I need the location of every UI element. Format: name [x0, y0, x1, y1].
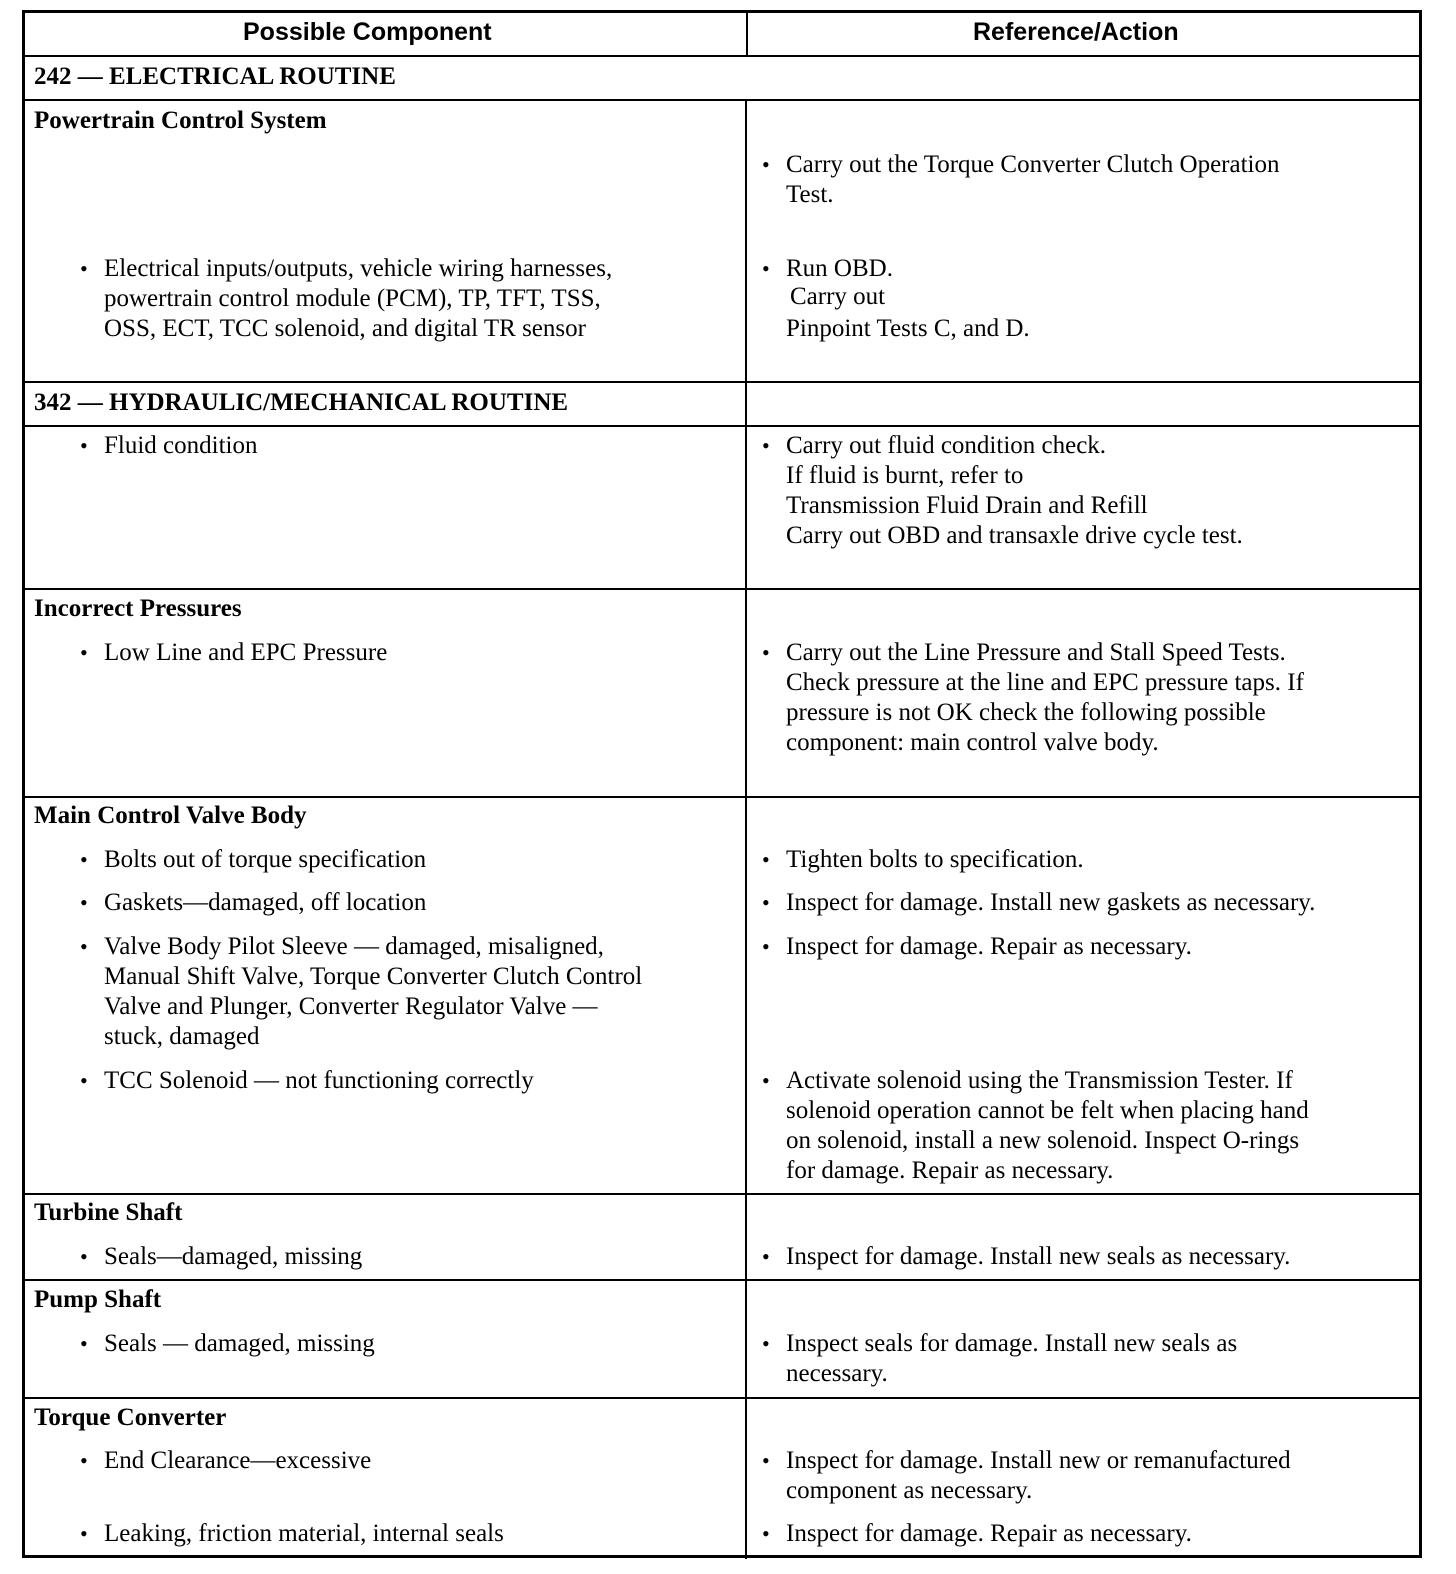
pcs-component-line-2: powertrain control module (PCM), TP, TFT, TSS, [104, 285, 601, 312]
bullet: • [80, 1331, 88, 1356]
pcs-tcc-action-line-1: Carry out the Torque Converter Clutch Operation [786, 151, 1280, 178]
pcs-component-line-3: OSS, ECT, TCC solenoid, and digital TR sensor [104, 315, 586, 342]
fluid-action-line-2: If fluid is burnt, refer to [786, 462, 1024, 489]
bullet: • [80, 934, 88, 959]
bullet: • [762, 847, 770, 872]
row-divider [25, 796, 1419, 798]
row-divider [25, 588, 1419, 590]
pcs-action-line-2: Carry out [790, 283, 886, 310]
bullet: • [762, 256, 770, 281]
pcs-title: Powertrain Control System [34, 107, 327, 134]
diagnosis-table [22, 10, 1422, 1558]
pressures-action-line-2: Check pressure at the line and EPC pressure taps. If [786, 669, 1304, 696]
fluid-component: Fluid condition [104, 432, 258, 459]
bullet: • [762, 1068, 770, 1093]
mcvb-tcc-action-line-4: for damage. Repair as necessary. [786, 1157, 1114, 1184]
pressures-action-line-4: component: main control valve body. [786, 729, 1159, 756]
pump-action-line-2: necessary. [786, 1360, 888, 1387]
pcs-tcc-action-line-2: Test. [786, 181, 834, 208]
column-divider [746, 13, 748, 57]
bullet: • [80, 890, 88, 915]
mcvb-sleeve-line-1: Valve Body Pilot Sleeve — damaged, misaligned, [104, 933, 604, 960]
row-divider [25, 1397, 1419, 1399]
header-divider [25, 55, 1419, 57]
pcs-action-line-3: Pinpoint Tests C, and D. [786, 315, 1030, 342]
converter-title: Torque Converter [34, 1404, 227, 1431]
bullet: • [80, 640, 88, 665]
bullet: • [80, 1521, 88, 1546]
pcs-action-line-1: Run OBD. [786, 255, 893, 282]
converter-clearance: End Clearance—excessive [104, 1447, 372, 1474]
mcvb-tcc-action-line-2: solenoid operation cannot be felt when placing hand [786, 1097, 1309, 1124]
pcs-component-line-1: Electrical inputs/outputs, vehicle wiring harnesses, [104, 255, 613, 282]
bullet: • [762, 640, 770, 665]
pressures-component: Low Line and EPC Pressure [104, 639, 388, 666]
bullet: • [762, 1448, 770, 1473]
mcvb-gaskets: Gaskets—damaged, off location [104, 889, 427, 916]
pressures-action-line-1: Carry out the Line Pressure and Stall Speed Tests. [786, 639, 1286, 666]
mcvb-sleeve-action: Inspect for damage. Repair as necessary. [786, 933, 1192, 960]
fluid-action-line-3: Transmission Fluid Drain and Refill [786, 492, 1148, 519]
bullet: • [762, 1521, 770, 1546]
bullet: • [762, 152, 770, 177]
fluid-action-line-1: Carry out fluid condition check. [786, 432, 1107, 459]
row-divider [25, 1193, 1419, 1195]
bullet: • [762, 1244, 770, 1269]
bullet: • [80, 1068, 88, 1093]
bullet: • [762, 934, 770, 959]
fluid-action-line-4: Carry out OBD and transaxle drive cycle test. [786, 522, 1243, 549]
converter-clearance-action-line-2: component as necessary. [786, 1477, 1033, 1504]
pressures-action-line-3: pressure is not OK check the following possible [786, 699, 1266, 726]
row-divider [25, 381, 1419, 383]
section-electrical-title: 242 — ELECTRICAL ROUTINE [34, 63, 396, 90]
bullet: • [80, 1448, 88, 1473]
mcvb-sleeve-line-3: Valve and Plunger, Converter Regulator Valve — [104, 993, 598, 1020]
column-divider [745, 99, 747, 1559]
converter-leaking-action: Inspect for damage. Repair as necessary. [786, 1520, 1192, 1547]
bullet: • [80, 1244, 88, 1269]
row-divider [25, 99, 1419, 101]
header-action: Reference/Action [973, 18, 1179, 46]
turbine-component: Seals—damaged, missing [104, 1243, 363, 1270]
pump-action-line-1: Inspect seals for damage. Install new seals as [786, 1330, 1238, 1357]
bullet: • [80, 847, 88, 872]
row-divider [25, 425, 1419, 427]
bullet: • [80, 256, 88, 281]
bullet: • [80, 433, 88, 458]
turbine-action: Inspect for damage. Install new seals as necessary. [786, 1243, 1291, 1270]
pump-title: Pump Shaft [34, 1286, 162, 1313]
converter-leaking: Leaking, friction material, internal seals [104, 1520, 504, 1547]
turbine-title: Turbine Shaft [34, 1199, 183, 1226]
mcvb-tcc: TCC Solenoid — not functioning correctly [104, 1067, 534, 1094]
mcvb-tcc-action-line-3: on solenoid, install a new solenoid. Inspect O-rings [786, 1127, 1300, 1154]
mcvb-tcc-action-line-1: Activate solenoid using the Transmission Tester. If [786, 1067, 1293, 1094]
pump-component: Seals — damaged, missing [104, 1330, 375, 1357]
row-divider [25, 1279, 1419, 1281]
bullet: • [762, 1331, 770, 1356]
header-component: Possible Component [243, 18, 492, 46]
pressures-title: Incorrect Pressures [34, 595, 242, 622]
mcvb-bolts-action: Tighten bolts to specification. [786, 846, 1084, 873]
bullet: • [762, 433, 770, 458]
mcvb-title: Main Control Valve Body [34, 802, 307, 829]
section-hydraulic-title: 342 — HYDRAULIC/MECHANICAL ROUTINE [34, 389, 569, 416]
mcvb-sleeve-line-2: Manual Shift Valve, Torque Converter Clutch Control [104, 963, 643, 990]
converter-clearance-action-line-1: Inspect for damage. Install new or remanufactured [786, 1447, 1291, 1474]
mcvb-bolts: Bolts out of torque specification [104, 846, 427, 873]
mcvb-gaskets-action: Inspect for damage. Install new gaskets as necessary. [786, 889, 1316, 916]
mcvb-sleeve-line-4: stuck, damaged [104, 1023, 260, 1050]
bullet: • [762, 890, 770, 915]
